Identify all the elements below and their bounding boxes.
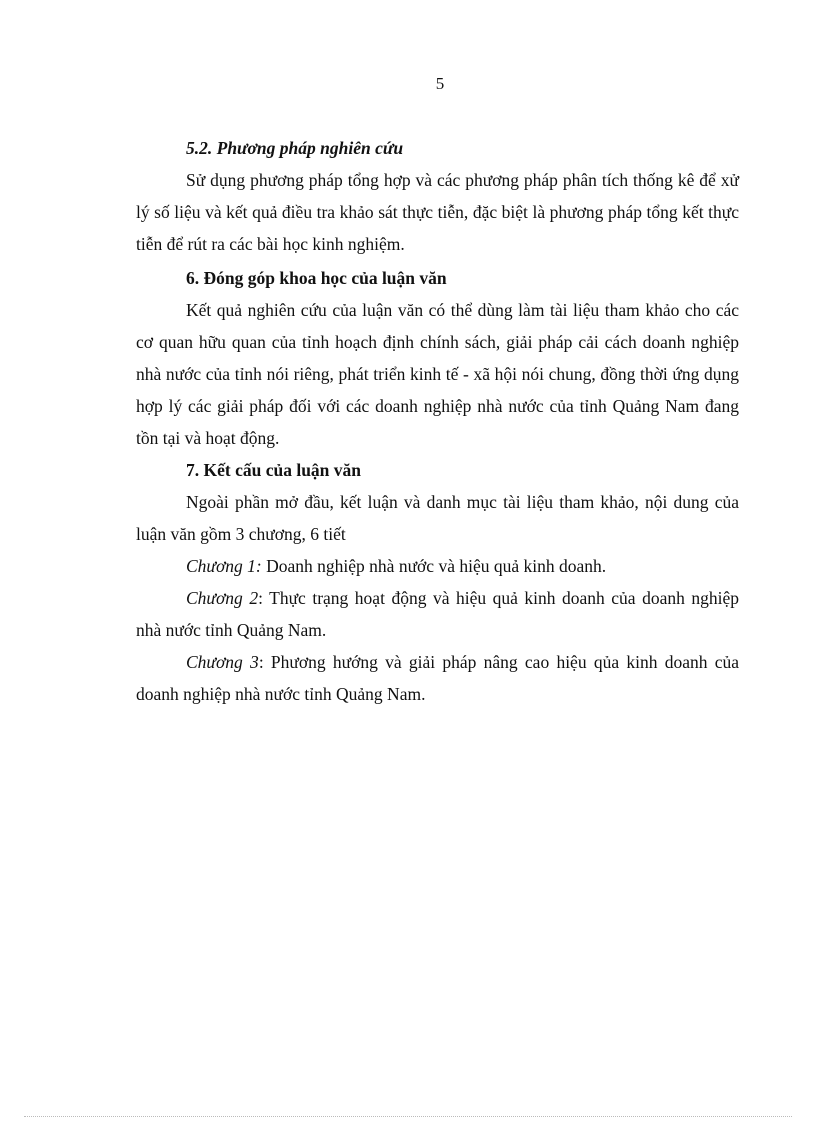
section-5-2-heading: 5.2. Phương pháp nghiên cứu	[186, 138, 404, 158]
page-number: 5	[435, 74, 445, 93]
section-7-heading: 7. Kết cấu của luận văn	[186, 460, 362, 480]
chapter-3-item	[136, 646, 739, 710]
section-5-2-paragraph: Sử dụng phương pháp tổng hợp và các phương pháp phân tích thống kê để xử lý số liệu và kết quả điều tra khảo sát thực tiễn, đặc biệt là phương pháp tổng kết thực tiễn để rút ra các bài học kinh nghiệm.	[136, 170, 739, 254]
chapter-1-item	[136, 550, 739, 582]
section-6-paragraph: Kết quả nghiên cứu của luận văn có thể dùng làm tài liệu tham khảo cho các cơ quan hữu quan của tỉnh hoạch định chính sách, giải pháp cải cách doanh nghiệp nhà nước của tỉnh nói riêng, phát triển kinh tế - xã hội nói chung, đồng thời ứng dụng hợp lý các giải pháp đối với các doanh nghiệp nhà nước của tỉnh Quảng Nam đang tồn tại và hoạt động.	[136, 300, 739, 448]
chapter-2-label: Chương 2	[186, 588, 259, 608]
chapter-2-item	[136, 582, 739, 646]
chapter-1-label: Chương 1:	[186, 556, 262, 576]
chapter-1-text: Doanh nghiệp nhà nước và hiệu quả kinh doanh.	[261, 556, 607, 576]
page-bottom-divider	[24, 1116, 792, 1117]
section-7-intro: Ngoài phần mở đầu, kết luận và danh mục tài liệu tham khảo, nội dung của luận văn gồm 3 chương, 6 tiết	[136, 492, 739, 544]
chapter-3-text: : Phương hướng và giải pháp nâng cao hiệu qủa kinh doanh của doanh nghiệp nhà nước tỉnh Quảng Nam.	[136, 652, 739, 704]
chapter-3-label: Chương 3	[186, 652, 259, 672]
section-6-heading: 6. Đóng góp khoa học của luận văn	[186, 268, 447, 288]
chapter-2-text: : Thực trạng hoạt động và hiệu quả kinh doanh của doanh nghiệp nhà nước tỉnh Quảng Nam.	[136, 588, 739, 640]
document-body	[136, 132, 739, 710]
